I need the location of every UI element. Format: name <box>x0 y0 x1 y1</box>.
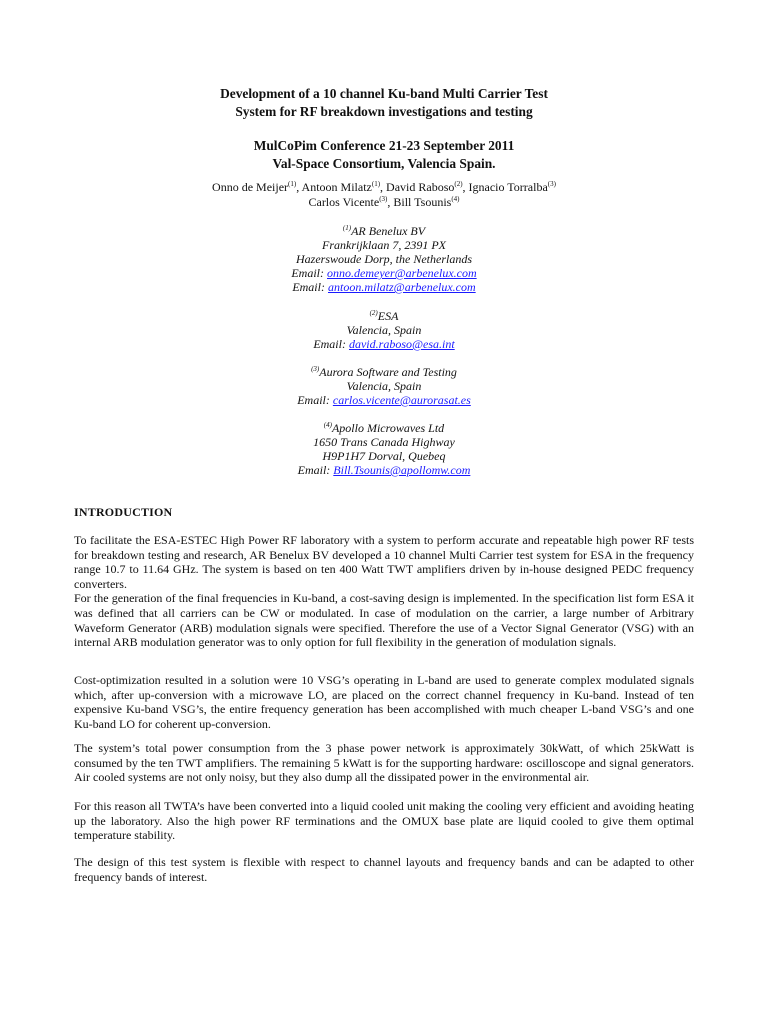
affiliation-name: Apollo Microwaves Ltd <box>331 421 445 435</box>
paper-title <box>0 85 768 121</box>
author-line-1: Onno de Meijer$^{(1)}$, Antoon Milatz$^{(1)}$, David Raboso$^{(2)}$, Ignacio Torralba$^{(3)}$ <box>212 180 556 194</box>
author-affil-sup: (3) <box>379 195 388 203</box>
affiliation-3 <box>0 365 768 407</box>
paragraph-5 <box>74 855 694 884</box>
paragraph-4 <box>74 799 694 843</box>
section-heading: INTRODUCTION <box>74 505 173 519</box>
affiliation-name: ESA <box>377 309 399 323</box>
paragraph-3 <box>74 741 694 785</box>
author-affil-sup: (2) <box>454 180 463 188</box>
email-link[interactable]: antoon.milatz@arbenelux.com <box>327 280 476 294</box>
title-line-1: Development of a 10 channel Ku-band Multi Carrier Test <box>220 86 548 101</box>
author-name: Onno de Meijer <box>212 180 289 194</box>
conference-line-1: MulCoPim Conference 21-23 September 2011 <box>253 138 515 153</box>
author-name: David Raboso <box>386 180 455 194</box>
conference-info <box>0 137 768 173</box>
author-affil-sup: (3) <box>547 180 556 188</box>
email-label: Email: <box>297 463 334 477</box>
author-line-2: Carlos Vicente$^{(3)}$, Bill Tsounis$^{(4)}$ <box>308 195 460 209</box>
paragraph-1 <box>74 533 694 650</box>
paragraph-text: To facilitate the ESA-ESTEC High Power RF laboratory with a system to perform accurate and repeatable high power RF tests for breakdown testing and research, AR Benelux BV developed a 10 channel Multi Carrier test system for ESA in the frequency range 10.7 to 11.64 GHz. The system is based on ten 400 Watt TWT amplifiers driven by in-house designed PEDC frequency converters. <box>74 533 694 591</box>
affiliation-address-line: Frankrijklaan 7, 2391 PX <box>322 238 446 252</box>
paragraph-text: For the generation of the final frequencies in Ku-band, a cost-saving design is implemented. In the specification list form ESA it was defined that all carriers can be CW or modulated. In case of modulation on the carrier, a large number of Arbitrary Waveform Generator (ARB) modulation signals were specified. Therefore the use of a Vector Signal Generator (VSG) with an internal ARB modulation generator was to only option for full flexibility in the generation of modulation signals. <box>74 591 694 650</box>
email-label: Email: <box>292 280 328 294</box>
author-name: Bill Tsounis <box>393 195 452 209</box>
affiliation-sup: (2) <box>369 309 378 317</box>
author-affil-sup: (1) <box>288 180 297 188</box>
conference-line-2: Val-Space Consortium, Valencia Spain. <box>272 156 496 171</box>
email-link[interactable]: carlos.vicente@aurorasat.es <box>332 393 471 407</box>
author-name: Ignacio Torralba <box>468 180 548 194</box>
affiliation-2 <box>0 309 768 351</box>
affiliation-sup: (1) <box>342 224 352 232</box>
affiliation-address-line: 1650 Trans Canada Highway <box>313 435 455 449</box>
author-list <box>0 180 768 210</box>
email-link[interactable]: david.raboso@esa.int <box>348 337 455 351</box>
email-label: Email: <box>313 337 349 351</box>
email-link[interactable]: onno.demeyer@arbenelux.com <box>327 266 477 280</box>
paragraph-text: The system’s total power consumption from the 3 phase power network is approximately 30kWatt, of which 25kWatt is consumed by the ten TWT amplifiers. The remaining 5 kWatt is for the supporting hardware: oscilloscope and signal generators. Air cooled systems are not only noisy, but they also dump all the dissipated power in the environmental air. <box>74 741 694 785</box>
author-affil-sup: (1) <box>371 180 381 188</box>
affiliation-sup: (3) <box>311 365 320 373</box>
author-affil-sup: (4) <box>451 195 460 203</box>
affiliation-address-line: H9P1H7 Dorval, Quebeq <box>322 449 446 463</box>
paragraph-2 <box>74 673 694 731</box>
affiliation-address-line: Valencia, Spain <box>346 323 422 337</box>
paragraph-text: For this reason all TWTA’s have been converted into a liquid cooled unit making the cooling very efficient and avoiding heating up the laboratory. Also the high power RF terminations and the OMUX base plate are liquid cooled to give them optimal temperature stability. <box>74 799 694 843</box>
affiliation-name: AR Benelux BV <box>351 224 426 238</box>
email-label: Email: <box>297 393 333 407</box>
author-name: Carlos Vicente <box>308 195 380 209</box>
title-line-2: System for RF breakdown investigations and testing <box>235 104 533 119</box>
author-name: Antoon Milatz <box>301 180 372 194</box>
email-link[interactable]: Bill.Tsounis@apollomw.com <box>333 463 471 477</box>
affiliation-sup: (4) <box>323 421 332 429</box>
affiliation-name: Aurora Software and Testing <box>319 365 457 379</box>
affiliation-4 <box>0 421 768 477</box>
paragraph-text: The design of this test system is flexible with respect to channel layouts and frequency bands and can be adapted to other frequency bands of interest. <box>74 855 694 884</box>
affiliation-1 <box>0 224 768 294</box>
affiliation-address-line: Hazerswoude Dorp, the Netherlands <box>296 252 472 266</box>
affiliation-address-line: Valencia, Spain <box>346 379 422 393</box>
email-label: Email: <box>291 266 327 280</box>
paragraph-text: Cost-optimization resulted in a solution were 10 VSG’s operating in L-band are used to generate complex modulated signals which, after up-conversion with a microwave LO, are placed on the correct channel frequency in Ku-band. Instead of ten expensive Ku-band VSG’s, the entire frequency generation has been accomplished with much cheaper L-band VSG’s and one Ku-band LO for coherent up-conversion. <box>74 673 694 731</box>
